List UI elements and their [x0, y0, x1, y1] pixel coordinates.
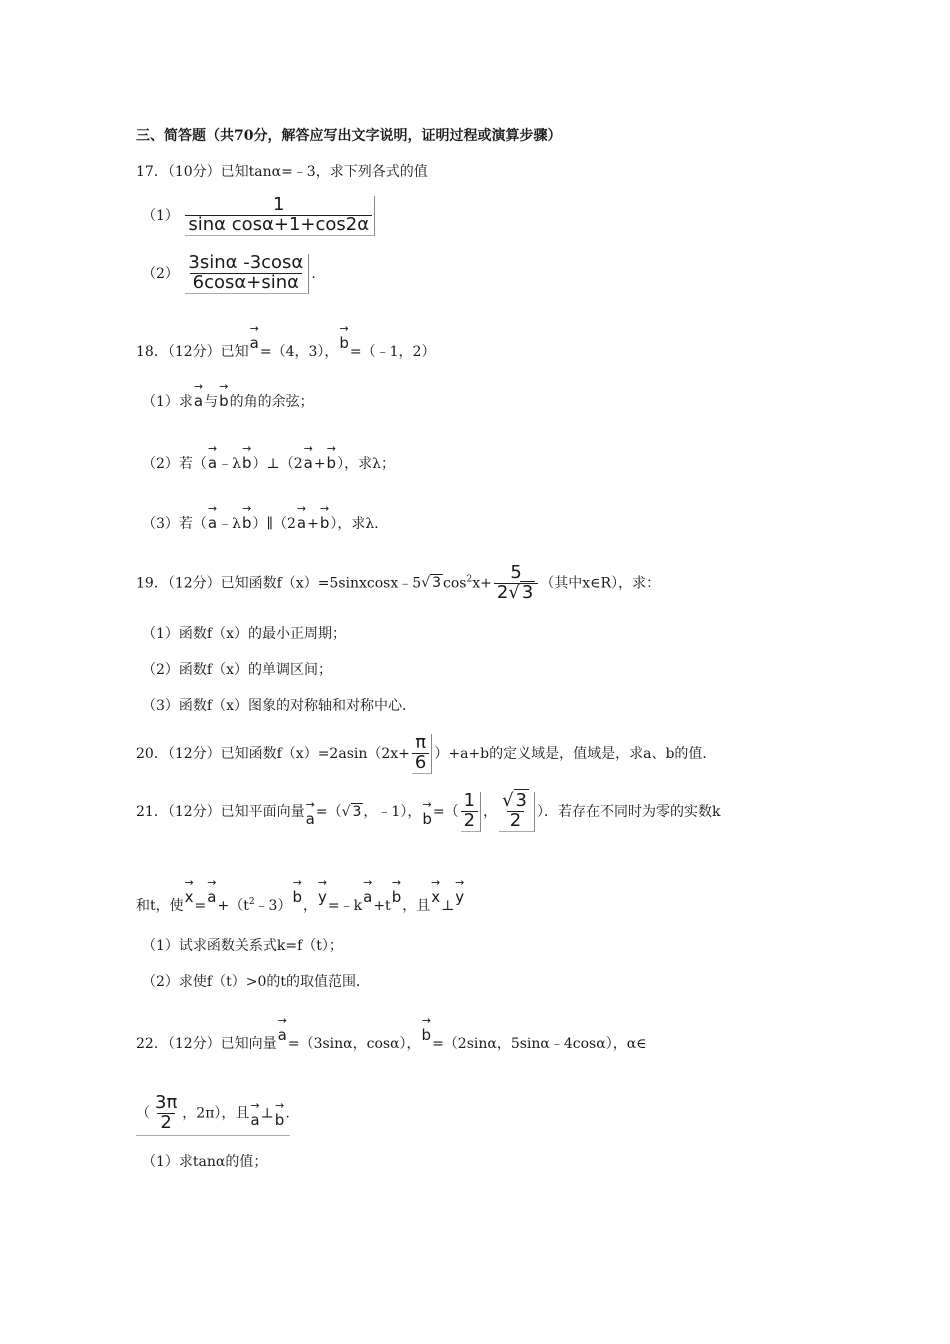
q18-stem-text1: 18．（12分）已知	[136, 344, 249, 360]
vector-b: → b	[320, 506, 330, 532]
q19-stem-text4: （其中x∈R），求：	[540, 575, 661, 592]
q18-part2-text3: ）⊥（2	[252, 456, 303, 472]
vector-a: → a	[304, 446, 313, 472]
vector-a: → a	[306, 802, 315, 828]
q21-stem-text6: ）．若存在不同时为零的实数k	[537, 803, 721, 820]
q18-part3-text1: （3）若（	[142, 516, 207, 532]
vector-a: → a	[278, 1018, 287, 1044]
q18-part3-text5: ），求λ．	[330, 516, 389, 532]
q18-part2-text4: +	[313, 456, 326, 472]
vector-a: → a	[208, 446, 217, 472]
q18-stem-text3: =（﹣1，2）	[349, 344, 436, 360]
q19-part3: （3）函数f（x）图象的对称轴和对称中心．	[142, 698, 416, 714]
q22-fraction-den: 2	[157, 1113, 174, 1133]
q18-part3	[142, 506, 388, 533]
q19-stem	[136, 564, 660, 603]
vector-b: → b	[422, 802, 432, 828]
sqrt-3: √ 3	[421, 575, 442, 592]
q21-part1: （1）试求函数关系式k=f（t）；	[142, 938, 343, 954]
section-heading: 三、简答题（共70分，解答应写出文字说明，证明过程或演算步骤）	[136, 128, 562, 144]
q17-part1-num: 1	[273, 194, 285, 215]
q18-stem-text2: =（4，3），	[259, 344, 339, 360]
q21-stem-text3: ，﹣1），	[363, 803, 422, 820]
q18-part1-text1: （1）求	[142, 394, 193, 410]
q22-interval-text3: ⊥	[260, 1105, 274, 1122]
q17-part2-fraction	[185, 254, 309, 294]
vector-y: → y	[455, 880, 464, 906]
q19-fraction	[494, 564, 538, 603]
radicand: 3	[521, 581, 534, 603]
exponent: 2	[466, 574, 473, 585]
q17-part2-num: 3sinα -3cosα	[188, 252, 304, 273]
q21-stem	[136, 792, 720, 832]
vector-b: → b	[242, 506, 252, 532]
q22-interval-text1: （	[136, 1105, 150, 1122]
q19-stem-text3: x+	[472, 575, 492, 592]
vector-x: → x	[185, 880, 194, 906]
radicand: 3	[515, 790, 527, 811]
sqrt-3: √ 3	[502, 790, 527, 811]
vector-a: → a	[207, 880, 216, 906]
q18-part3-text2: ﹣λ	[218, 516, 241, 532]
radicand: 3	[352, 803, 362, 820]
q21-fraction-half-den: 2	[461, 811, 478, 831]
q21-cond-text3: +（t	[217, 898, 249, 914]
q22-interval-text4: .	[285, 1105, 290, 1122]
q21-cond-text4: ﹣3）	[254, 898, 292, 914]
q18-part3-text3: ）∥（2	[252, 516, 296, 532]
q20-fraction	[412, 734, 432, 774]
q18-stem	[136, 326, 435, 361]
q22-interval	[136, 1094, 290, 1136]
q22-stem-text1: 22．（12分）已知向量	[136, 1036, 277, 1052]
q22-stem-text2: =（3sinα，cosα），	[287, 1036, 421, 1052]
q17-part2-label: （2）	[142, 265, 179, 282]
q21-stem-text2: =（	[315, 803, 342, 820]
q21-stem-text1: 21．（12分）已知平面向量	[136, 803, 305, 820]
q19-stem-text2: cos	[443, 575, 467, 592]
q17-part1	[142, 196, 377, 236]
vector-y: → y	[318, 880, 327, 906]
q17-part1-den: sinα cosα+1+cos2α	[185, 215, 372, 235]
radicand: 3	[432, 575, 442, 592]
sqrt-3: √ 3	[341, 803, 362, 820]
q22-part1: （1）求tanα的值；	[142, 1154, 268, 1170]
q21-fraction-root3-num	[499, 792, 532, 811]
q22-fraction-num: 3π	[155, 1092, 178, 1113]
q21-fraction-half	[461, 792, 481, 832]
q21-cond-text2: =	[194, 898, 207, 914]
q19-fraction-den-coef: 2	[496, 581, 509, 603]
vector-b: → b	[339, 326, 349, 352]
q19-part2: （2）函数f（x）的单调区间；	[142, 662, 332, 678]
vector-b: → b	[392, 880, 402, 906]
q19-fraction-num: 5	[510, 562, 522, 583]
sqrt-3: √ 3	[508, 581, 534, 603]
vector-b: → b	[422, 1018, 432, 1044]
q17-part2-end: .	[311, 265, 316, 282]
q21-condition	[136, 880, 465, 915]
q18-part3-text4: +	[307, 516, 319, 532]
q20-stem-text2: ）+a+b的定义域是，值域是，求a、b的值．	[434, 745, 717, 762]
vector-b: → b	[327, 446, 337, 472]
q22-fraction	[152, 1094, 180, 1133]
q19-stem-text1: 19．（12分）已知函数f（x）=5sinxcosx﹣5	[136, 575, 422, 592]
q19-fraction-den	[494, 583, 538, 603]
q22-stem-text3: =（2sinα，5sinα﹣4cosα），α∈	[432, 1036, 647, 1052]
vector-a: → a	[250, 1103, 259, 1129]
q17-part1-label: （1）	[142, 207, 179, 224]
vector-a: → a	[250, 326, 259, 352]
q18-part2-text1: （2）若（	[142, 456, 207, 472]
q17-part2-den: 6cosα+sinα	[190, 273, 302, 293]
q20-fraction-num: π	[415, 732, 427, 753]
q20-stem	[136, 734, 716, 774]
q21-fraction-half-num: 1	[463, 790, 476, 811]
q18-part2	[142, 446, 395, 473]
q21-part2: （2）求使f（t）>0的t的取值范围．	[142, 974, 370, 990]
q18-part1	[142, 384, 314, 411]
q21-cond-text8: ，且	[402, 898, 431, 914]
vector-b: → b	[242, 446, 252, 472]
vector-x: → x	[431, 880, 440, 906]
q21-cond-text7: +t	[373, 898, 391, 914]
vector-b: → b	[219, 384, 229, 410]
q21-cond-text1: 和t，使	[136, 898, 184, 914]
q18-part1-text3: 的角的余弦；	[229, 394, 314, 410]
vector-b: → b	[275, 1103, 285, 1129]
vector-a: → a	[194, 384, 203, 410]
q17-stem: 17．（10分）已知tanα=﹣3，求下列各式的值	[136, 164, 428, 180]
vector-a: → a	[208, 506, 217, 532]
q21-fraction-root3-over-2	[499, 792, 535, 832]
vector-a: → a	[363, 880, 372, 906]
exponent: 2	[248, 897, 255, 907]
q17-part2	[142, 254, 316, 294]
q22-stem	[136, 1018, 647, 1053]
q18-part2-text2: ﹣λ	[218, 456, 241, 472]
q18-part1-text2: 与	[204, 394, 219, 410]
vector-a: → a	[297, 506, 306, 532]
q17-part1-fraction	[185, 196, 375, 236]
q21-cond-text9: ⊥	[441, 898, 455, 914]
q21-cond-text6: =﹣k	[327, 898, 363, 914]
q21-fraction-root3-den: 2	[507, 811, 524, 831]
q22-interval-text2: ，2π），且	[182, 1105, 250, 1122]
q21-cond-text5: ，	[303, 898, 318, 914]
q19-part1: （1）函数f（x）的最小正周期；	[142, 626, 346, 642]
q21-stem-text5: ，	[483, 803, 498, 820]
vector-b: → b	[292, 880, 302, 906]
q20-fraction-den: 6	[412, 753, 429, 773]
q21-stem-text4: =（	[432, 803, 459, 820]
q20-stem-text1: 20．（12分）已知函数f（x）=2asin（2x+	[136, 745, 410, 762]
q18-part2-text5: ），求λ；	[337, 456, 395, 472]
